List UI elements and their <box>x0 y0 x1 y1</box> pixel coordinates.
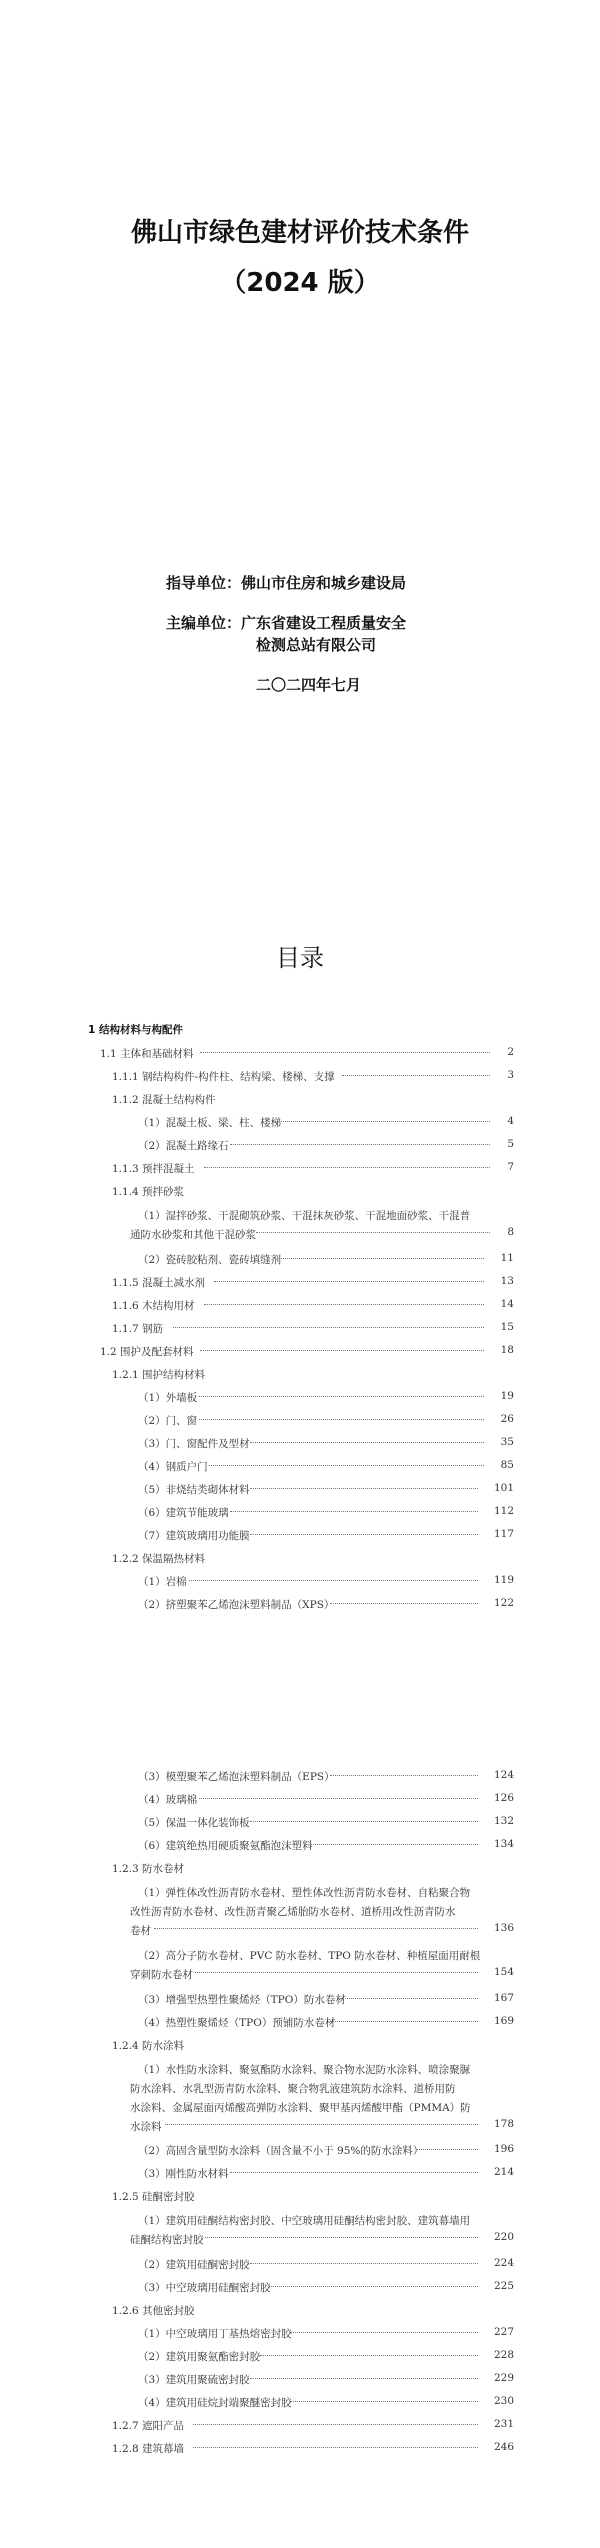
toc-entry-line: （1）弹性体改性沥青防水卷材、塑性体改性沥青防水卷材、自粘聚合物 <box>138 1887 471 1899</box>
toc-page-number: 11 <box>500 1252 514 1264</box>
toc-leader-dots <box>200 1052 490 1053</box>
toc-leader-dots <box>199 1396 484 1397</box>
toc-leader-dots <box>214 1281 484 1282</box>
toc-entry-label: （4）玻璃棉 <box>138 1794 198 1806</box>
toc-entry-label: （2）高固含量型防水涂料（固含量不小于 95%的防水涂料） <box>138 2145 424 2157</box>
toc-entry[interactable] <box>0 2257 600 2275</box>
toc-page-number: 119 <box>493 1574 514 1586</box>
toc-section-heading[interactable] <box>0 1022 600 1040</box>
toc-leader-dots <box>189 1580 478 1581</box>
toc-leader-dots <box>417 2149 478 2150</box>
toc-leader-dots <box>250 2378 478 2379</box>
toc-page-number: 246 <box>493 2441 514 2453</box>
toc-page-number: 35 <box>500 1436 514 1448</box>
toc-entry[interactable] <box>0 2280 600 2298</box>
toc-entry-label: （1）外墙板 <box>138 1392 198 1404</box>
toc-entry-line: 穿刺防水卷材 <box>130 1969 193 1981</box>
toc-entry-label: 1.2.4 防水涂料 <box>112 2040 185 2052</box>
toc-page-number: 15 <box>500 1321 514 1333</box>
toc-leader-dots <box>250 1534 478 1535</box>
toc-page-number: 231 <box>493 2418 514 2430</box>
toc-entry-line: 防水涂料、水乳型沥青防水涂料、聚合物乳液建筑防水涂料、道桥用防 <box>130 2083 456 2095</box>
toc-leader-dots <box>330 1603 478 1604</box>
toc-page-number: 26 <box>500 1413 514 1425</box>
toc-entry-line: 水涂料 <box>130 2121 162 2133</box>
toc-entry[interactable] <box>0 2143 600 2161</box>
toc-entry[interactable] <box>0 1367 600 1385</box>
toc-entry-label: 1.2.5 硅酮密封胶 <box>112 2191 195 2203</box>
toc-leader-dots <box>340 1998 478 1999</box>
toc-page-number: 178 <box>493 2118 514 2130</box>
toc-entry[interactable] <box>0 2349 600 2367</box>
toc-entry-line: 卷材 <box>130 1925 151 1937</box>
editor-value: 广东省建设工程质量安全 <box>241 614 407 632</box>
toc-entry-label: 1.1.2 混凝土结构构件 <box>112 1094 216 1106</box>
toc-page-number: 227 <box>493 2326 514 2338</box>
toc-entry[interactable] <box>0 2166 600 2184</box>
toc-entry-line: 改性沥青防水卷材、改性沥青聚乙烯胎防水卷材、道桥用改性沥青防水 <box>130 1906 456 1918</box>
cover-page <box>0 0 600 900</box>
guide-value: 佛山市住房和城乡建设局 <box>241 574 407 592</box>
toc-leader-dots <box>205 2237 478 2238</box>
toc-entry[interactable] <box>0 1138 600 1156</box>
toc-entry-label: 1.2.6 其他密封胶 <box>112 2305 195 2317</box>
toc-entry-label: 1.1.5 混凝土减水剂 <box>112 1277 206 1289</box>
toc-leader-dots <box>173 1327 484 1328</box>
toc-entry-label: 1.2.8 建筑幕墙 <box>112 2443 185 2455</box>
toc-page-number: 18 <box>500 1344 514 1356</box>
toc-entry[interactable] <box>0 1551 600 1569</box>
toc-entry-line: 通防水砂浆和其他干混砂浆 <box>130 1229 256 1241</box>
toc-entry-label: （2）混凝土路缘石 <box>138 1140 229 1152</box>
toc-entry-label: （2）挤塑聚苯乙烯泡沫塑料制品（XPS） <box>138 1599 335 1611</box>
toc-entry-label: （6）建筑绝热用硬质聚氨酯泡沫塑料 <box>138 1840 313 1852</box>
toc-entry[interactable] <box>0 1992 600 2010</box>
toc-page-number: 112 <box>493 1505 514 1517</box>
toc-page-number: 117 <box>493 1528 514 1540</box>
toc-entry[interactable] <box>0 2395 600 2413</box>
toc-entry-label: 1.1.6 木结构用材 <box>112 1300 195 1312</box>
toc-entry-label: 1.2.3 防水卷材 <box>112 1863 185 1875</box>
toc-entry-label: （4）热塑性聚烯烃（TPO）预铺防水卷材 <box>138 2017 336 2029</box>
toc-entry[interactable] <box>0 1413 600 1431</box>
toc-leader-dots <box>281 1121 490 1122</box>
toc-page-number: 124 <box>493 1769 514 1781</box>
toc-leader-dots <box>200 1350 484 1351</box>
toc-leader-dots <box>342 1075 490 1076</box>
toc-entry-label: 1.2.1 围护结构材料 <box>112 1369 206 1381</box>
toc-page-number: 224 <box>493 2257 514 2269</box>
toc-leader-dots <box>330 1775 478 1776</box>
toc-leader-dots <box>193 2447 478 2448</box>
document-title: 佛山市绿色建材评价技术条件 <box>130 218 469 248</box>
toc-page-number: 2 <box>507 1046 514 1058</box>
toc-page-number: 225 <box>493 2280 514 2292</box>
toc-entry-label: （1）中空玻璃用丁基热熔密封胶 <box>138 2328 292 2340</box>
toc-entry-label: 1.2.7 遮阳产品 <box>112 2420 185 2432</box>
toc-entry[interactable] <box>0 2326 600 2344</box>
toc-entry-label: （5）非烧结类砌体材料 <box>138 1484 250 1496</box>
toc-section-label: 1 结构材料与构配件 <box>88 1024 183 1036</box>
toc-entry[interactable] <box>0 1252 600 1270</box>
toc-page-number: 154 <box>493 1966 514 1978</box>
toc-entry[interactable] <box>0 1115 600 1133</box>
toc-leader-dots <box>250 1488 478 1489</box>
toc-entry-label: （6）建筑节能玻璃 <box>138 1507 229 1519</box>
toc-entry-label: （5）保温一体化装饰板 <box>138 1817 250 1829</box>
toc-entry[interactable] <box>0 1184 600 1202</box>
toc-entry[interactable] <box>0 1815 600 1833</box>
editor-value-cont: 检测总站有限公司 <box>256 636 377 654</box>
toc-entry-label: （2）门、窗 <box>138 1415 198 1427</box>
toc-entry-label: 1.1.1 钢结构构件-构件柱、结构梁、楼梯、支撑 <box>112 1071 335 1083</box>
toc-leader-dots <box>230 1144 490 1145</box>
toc-leader-dots <box>311 1844 478 1845</box>
toc-page-number: 5 <box>507 1138 514 1150</box>
toc-leader-dots <box>165 2124 478 2125</box>
toc-entry[interactable] <box>0 1161 600 1179</box>
toc-page-number: 122 <box>493 1597 514 1609</box>
editor-label: 主编单位： <box>166 614 242 632</box>
toc-leader-dots <box>230 1511 478 1512</box>
toc-page-number: 228 <box>493 2349 514 2361</box>
toc-page-number: 136 <box>493 1922 514 1934</box>
toc-title: 目录 <box>276 944 324 972</box>
toc-leader-dots <box>256 1232 490 1233</box>
toc-entry-label: 1.2.2 保温隔热材料 <box>112 1553 206 1565</box>
toc-entry-label: 1.2 围护及配套材料 <box>100 1346 194 1358</box>
toc-leader-dots <box>260 2355 478 2356</box>
toc-entry[interactable] <box>0 2418 600 2436</box>
toc-page-number: 229 <box>493 2372 514 2384</box>
toc-leader-dots <box>250 2263 478 2264</box>
toc-entry[interactable] <box>0 1046 600 1064</box>
toc-entry[interactable] <box>0 1482 600 1500</box>
toc-entry[interactable] <box>0 1436 600 1454</box>
toc-entry-label: 1.1.7 钢筋 <box>112 1323 164 1335</box>
toc-entry-line: 硅酮结构密封胶 <box>130 2234 204 2246</box>
toc-entry[interactable] <box>0 1069 600 1087</box>
toc-entry-label: （1）岩棉 <box>138 1576 187 1588</box>
toc-entry-label: （3）门、窗配件及型材 <box>138 1438 250 1450</box>
toc-entry[interactable] <box>0 1321 600 1339</box>
toc-leader-dots <box>193 2424 478 2425</box>
toc-page-number: 230 <box>493 2395 514 2407</box>
toc-leader-dots <box>230 2172 478 2173</box>
toc-page-number: 101 <box>493 1482 514 1494</box>
toc-leader-dots <box>250 1442 484 1443</box>
toc-page-number: 167 <box>493 1992 514 2004</box>
toc-entry-label: 1.1 主体和基础材料 <box>100 1048 194 1060</box>
toc-entry-label: （3）建筑用聚硫密封胶 <box>138 2374 250 2386</box>
toc-page-number: 14 <box>500 1298 514 1310</box>
toc-entry[interactable] <box>0 1597 600 1615</box>
toc-leader-dots <box>199 1798 478 1799</box>
toc-entry-line: （1）建筑用硅酮结构密封胶、中空玻璃用硅酮结构密封胶、建筑幕墙用 <box>138 2215 471 2227</box>
toc-page-number: 7 <box>507 1161 514 1173</box>
toc-entry[interactable] <box>0 1459 600 1477</box>
toc-entry[interactable] <box>0 2303 600 2321</box>
toc-page-number: 13 <box>500 1275 514 1287</box>
toc-entry[interactable] <box>0 1275 600 1293</box>
toc-page-number: 19 <box>500 1390 514 1402</box>
toc-entry-label: （2）建筑用聚氨酯密封胶 <box>138 2351 261 2363</box>
toc-entry[interactable] <box>0 1390 600 1408</box>
toc-page-number: 132 <box>493 1815 514 1827</box>
toc-page-number: 4 <box>507 1115 514 1127</box>
toc-leader-dots <box>281 1258 484 1259</box>
toc-page-number: 3 <box>507 1069 514 1081</box>
toc-entry-label: 1.1.3 预拌混凝土 <box>112 1163 195 1175</box>
toc-entry[interactable] <box>0 1298 600 1316</box>
toc-leader-dots <box>330 2021 478 2022</box>
toc-leader-dots <box>250 1821 478 1822</box>
toc-entry-label: 1.1.4 预拌砂浆 <box>112 1186 185 1198</box>
toc-page-number: 214 <box>493 2166 514 2178</box>
toc-entry-label: （3）模塑聚苯乙烯泡沫塑料制品（EPS） <box>138 1771 335 1783</box>
toc-entry-label: （7）建筑玻璃用功能膜 <box>138 1530 250 1542</box>
toc-entry[interactable] <box>0 1769 600 1787</box>
toc-leader-dots <box>204 1304 484 1305</box>
toc-leader-dots <box>209 1465 484 1466</box>
toc-entry[interactable] <box>0 2189 600 2207</box>
toc-entry[interactable] <box>0 1838 600 1856</box>
toc-entry-label: （4）钢质户门 <box>138 1461 208 1473</box>
toc-page-number: 85 <box>500 1459 514 1471</box>
toc-entry-label: （3）增强型热塑性聚烯烃（TPO）防水卷材 <box>138 1994 346 2006</box>
toc-leader-dots <box>199 1419 484 1420</box>
toc-entry-line: （1）湿拌砂浆、干混砌筑砂浆、干混抹灰砂浆、干混地面砂浆、干混普 <box>138 1210 471 1222</box>
toc-leader-dots <box>291 2332 478 2333</box>
toc-entry[interactable] <box>0 1344 600 1362</box>
toc-entry[interactable] <box>0 1528 600 1546</box>
toc-entry[interactable] <box>0 1792 600 1810</box>
publish-date: 二〇二四年七月 <box>256 676 362 694</box>
toc-entry-label: （2）瓷砖胶粘剂、瓷砖填缝剂 <box>138 1254 282 1266</box>
toc-entry-label: （1）混凝土板、梁、柱、楼梯 <box>138 1117 282 1129</box>
toc-page-number: 196 <box>493 2143 514 2155</box>
document-edition: （2024 版） <box>220 268 380 298</box>
toc-entry-line: （1）水性防水涂料、聚氨酯防水涂料、聚合物水泥防水涂料、喷涂聚脲 <box>138 2064 471 2076</box>
toc-entry[interactable] <box>0 1505 600 1523</box>
toc-entry-label: （4）建筑用硅烷封端聚醚密封胶 <box>138 2397 292 2409</box>
toc-leader-dots <box>195 1972 478 1973</box>
toc-page-number: 169 <box>493 2015 514 2027</box>
guide-label: 指导单位： <box>166 574 242 592</box>
toc-leader-dots <box>291 2401 478 2402</box>
toc-entry[interactable] <box>0 2038 600 2056</box>
toc-entry[interactable] <box>0 2015 600 2033</box>
toc-entry-label: （2）建筑用硅酮密封胶 <box>138 2259 250 2271</box>
toc-page-number: 220 <box>493 2231 514 2243</box>
toc-entry[interactable] <box>0 2372 600 2390</box>
toc-entry[interactable] <box>0 1092 600 1110</box>
toc-leader-dots <box>154 1928 478 1929</box>
toc-entry[interactable] <box>0 2441 600 2459</box>
toc-page-number: 134 <box>493 1838 514 1850</box>
toc-entry-label: （3）刚性防水材料 <box>138 2168 229 2180</box>
toc-leader-dots <box>204 1167 490 1168</box>
toc-entry-line: （2）高分子防水卷材、PVC 防水卷材、TPO 防水卷材、种植屋面用耐根 <box>138 1950 481 1962</box>
toc-entry-label: （3）中空玻璃用硅酮密封胶 <box>138 2282 271 2294</box>
toc-entry[interactable] <box>0 1861 600 1879</box>
toc-entry-line: 水涂料、金属屋面丙烯酸高弹防水涂料、聚甲基丙烯酸甲酯（PMMA）防 <box>130 2102 471 2114</box>
toc-page-number: 126 <box>493 1792 514 1804</box>
toc-page-number: 8 <box>507 1226 514 1238</box>
toc-entry[interactable] <box>0 1574 600 1592</box>
toc-leader-dots <box>271 2286 479 2287</box>
